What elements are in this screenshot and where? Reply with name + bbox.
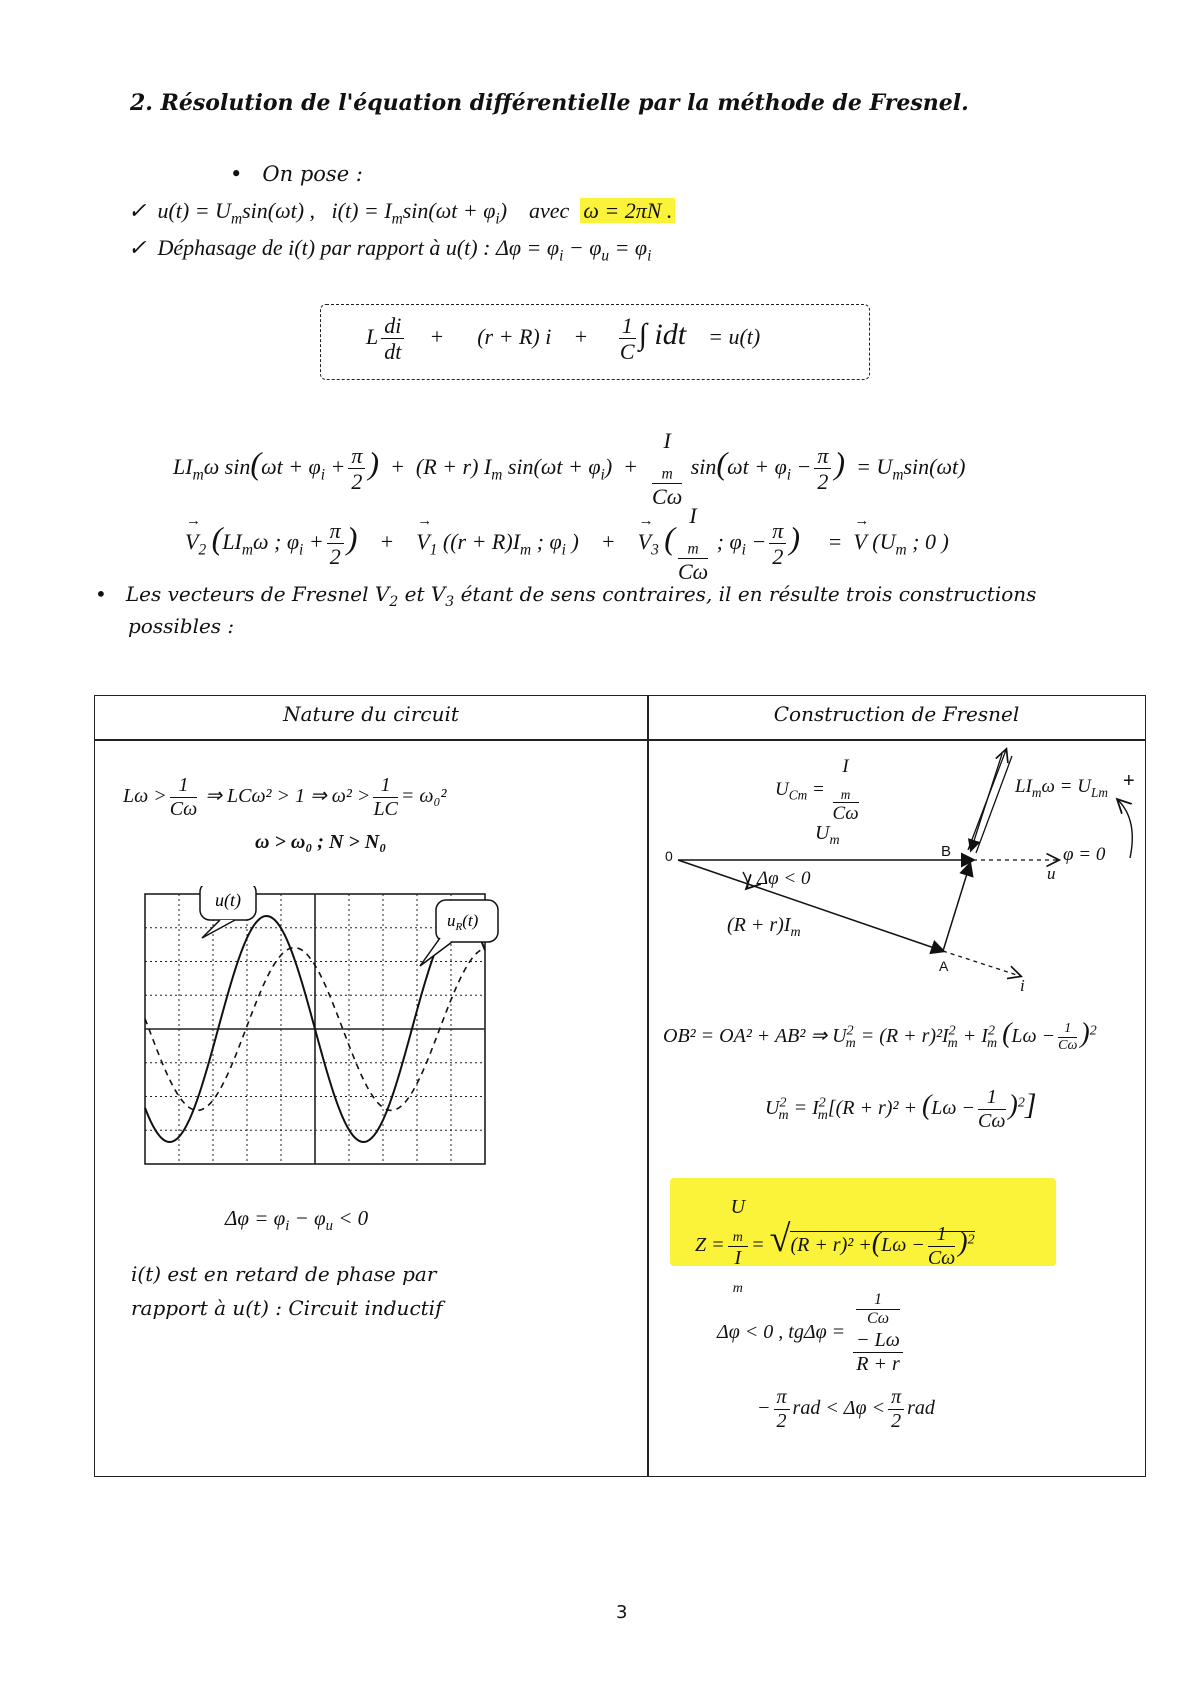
exp-t3b: ωt + φ [727,453,787,479]
label-UCm-Im: I [842,756,849,777]
eq-rhs: = u(t) [708,323,761,349]
exp-pi-1: π [348,443,365,469]
retard-line-2: rapport à u(t) : Circuit inductif [131,1296,443,1320]
exp-t2b: sin(ωt + φ [502,453,601,479]
expanded-equation: $LI_m\omega$ $\sin(\omega t + \varphi_i$ + $\frac{\pi}{2}$ ) + (R + r) $I_m$ $\sin(\omega t + \varphi_i)$ + I $_m$ Cω $\sin(\omega t + \varphi_i$ − $\frac{\pi}{2}$ ) = $U_m\sin(\omega t)$ [173,428,966,510]
ob2-one: 1 [1058,1021,1077,1038]
exp-Im: I [663,428,671,453]
on-pose-bullet: • On pose : [230,162,363,186]
dephasage-eq-b: − φ [563,235,602,260]
label-UCm-eq: = [807,778,825,800]
on-pose-label: On pose : [262,162,363,186]
tg-a: Δφ < 0 , tgΔφ = [717,1320,846,1343]
label-LImw: $LI_m\omega = U_{Lm}$ [1015,776,1108,800]
bullet-text-3: possibles : [128,614,235,638]
dephasage-label: Déphasage de i(t) par rapport à u(t) : [157,235,491,260]
label-i-axis: i [1020,976,1025,995]
left-dphi-a: Δφ = φ [225,1206,286,1230]
range-pi-2: π [888,1386,904,1410]
eq-L: L [366,323,379,349]
retard-line-1: i(t) est en retard de phase par [131,1262,437,1286]
plus-rotation-label: + [1123,770,1135,792]
exp-plus-1: + [390,453,405,479]
tg-num: − Lω [856,1328,900,1351]
exp-t1d: + [325,453,346,479]
vec-V2-args: LI [222,528,242,554]
vec-V1-args: ((r + R)I [442,528,521,554]
um2-a: U [765,1097,780,1120]
exp-t1b: ω sin [203,453,251,479]
cond-one-1: 1 [170,774,197,798]
vec-eq: = [827,528,843,554]
exp-rhs2: sin(ωt) [903,453,966,479]
label-UCm-sub: Cm [788,787,808,803]
vec-V-args: (U [872,528,896,554]
vec-two-2: 2 [772,544,784,570]
u-def-rest: sin(ωt) , [242,198,316,223]
label-O: 0 [665,848,673,864]
dephasage-eq-c: = φ [609,235,648,260]
exp-t1c: ωt + φ [261,453,321,479]
ob2-d: Lω − [1011,1025,1056,1047]
LImw-vector-outline [976,756,1012,853]
eq-integral: ∫ idt [638,317,687,351]
exp-two-1: 2 [351,469,363,495]
cond-Cw: Cω [169,798,198,820]
z-Um: U [730,1196,746,1218]
z-c: (R + r)² + [790,1234,872,1257]
range-two-1: 2 [776,1410,787,1432]
differential-equation [366,313,760,365]
left-dphi-c: < 0 [332,1206,369,1230]
tg-den: R + r [856,1352,900,1375]
z-b: = [751,1234,765,1257]
eq-dt: dt [384,339,402,365]
section-title: 2. Résolution de l'équation différentielle par la méthode de Fresnel. [130,90,969,116]
avec-word: avec [529,198,570,223]
ob2-c: + I [957,1025,988,1047]
exp-t2: (R + r) I [415,453,492,479]
label-dphi-lt0: Δφ < 0 [757,868,811,889]
check-icon: ✓ [128,198,147,223]
label-Um-text: U [815,822,830,844]
i-def-rest: sin(ωt + φ [402,198,496,223]
inductive-condition [123,774,446,821]
cond-LC: LC [373,798,398,820]
definition-line-2: ✓ Déphasage de i(t) par rapport à u(t) : $\Delta\varphi = \varphi_i - \varphi_u = \varphi_i$ [128,235,652,265]
vec-pi-2: π [769,518,786,544]
range-pi-1: π [774,1386,790,1410]
vec-Im: I [689,503,697,528]
tg-Cw: Cω [867,1310,890,1328]
ob2-a: OB² = OA² + AB² ⇒ U [663,1025,847,1047]
vec-two-1: 2 [329,544,341,570]
callout-u-pointer [202,920,235,938]
um2-sq: 2 [1017,1095,1025,1111]
z-one: 1 [928,1223,955,1247]
vec-V2: → V [185,529,198,555]
exp-rhs: = U [856,453,893,479]
eq-C: C [619,339,635,365]
impedance-formula: Z = U $_m$ I $_m$ = √(R + r)² +(Lω − $\frac{1}{C\omega}$ )$^2$ [695,1196,975,1297]
rotation-arrow [1118,800,1132,858]
callout-uR-text: $u_R(t)$ [447,911,479,933]
cond2: ⇒ LCω² > 1 ⇒ ω² > [205,785,371,808]
z-d: Lω − [881,1234,925,1257]
fresnel-table [94,695,1146,1477]
differential-equation-box [320,304,870,380]
eq-plus-2: + [573,323,589,349]
exp-two-2: 2 [817,469,829,495]
fresnel-bullet: • Les vecteurs de Fresnel $V_2$ et $V_3$ étant de sens contraires, il en résulte trois constructions [95,582,1037,610]
vec-V1-args3: ) [565,528,579,554]
i-def: i(t) = I [331,198,392,223]
label-UCm-U: U [775,778,789,800]
vec-V1-args2: ; φ [531,528,562,554]
vec-plus-2: + [600,528,616,554]
ob2-Cw: Cω [1058,1037,1078,1053]
eq-one: 1 [619,313,636,339]
label-RrIm-text: (R + r)I [727,914,791,936]
dephasage-eq-a: Δφ = φ [495,235,560,260]
bullet-text-2: étant de sens contraires, il en résulte trois constructions [454,582,1037,606]
vector-equation: → $V_2$ ($LI_m\omega$ ; $\varphi_i$ + $\frac{\pi}{2}$ ) + → $V_1$ ($(r + R)I_m$ ; $\varphi_i$ ) + → $V_3$ ( I $_m$ Cω ; $\varphi_i$ − $\frac{\pi}{2}$ ) = → V ($U_m$ ; 0 ) [185,503,949,585]
label-phi0: φ = 0 [1063,844,1106,865]
i-def-end: ) [499,198,508,223]
tangent-formula [717,1291,906,1376]
i-def-sub: m [391,210,403,228]
label-UCm: $U_{Cm}$ = I $_m$ Cω [775,756,859,824]
omega-highlight: ω = 2πN . [580,198,675,223]
range-a: − [757,1397,771,1420]
i-axis [943,951,1020,976]
label-LImw-a: LI [1015,776,1032,797]
exp-t1a: LI [173,453,193,479]
label-A: A [939,958,949,974]
u-def: u(t) = U [157,198,231,223]
exp-t2c: ) [604,453,613,479]
bullet-text-1: Les vecteurs de Fresnel V [125,582,390,606]
ob2-sq: 2 [1089,1023,1097,1039]
Um2-formula: $U^2_m = I^2_m[(R + r)^2 + (L\omega$ − $\frac{1}{C\omega}$ )$^2$] [765,1086,1037,1132]
col1-header: Nature du circuit [283,702,459,726]
z-a: Z = [695,1234,725,1257]
vec-V3: → V [638,529,651,555]
AB-vector [943,864,970,951]
ob2-b: = (R + r)²I [855,1025,949,1047]
tg-one: 1 [856,1291,900,1310]
phase-range [757,1386,935,1433]
um2-b: = I [788,1097,819,1120]
col2-header: Construction de Fresnel [773,702,1020,726]
exp-t3c: − [791,453,812,479]
eq-plus-1: + [429,323,445,349]
u-def-sub: m [230,210,243,228]
eq-di: di [381,313,404,339]
range-two-2: 2 [891,1410,902,1432]
bullet-et: et V [398,582,446,606]
check-icon: ✓ [128,235,147,260]
left-dphi-b: − φ [289,1206,326,1230]
z-Cw: Cω [927,1247,956,1270]
vec-plus-1: + [379,528,395,554]
exp-pi-2: π [814,443,831,469]
vec-Cw: Cω [677,559,709,585]
exp-t3: sin [690,453,717,479]
range-b: rad < Δφ < [792,1397,886,1420]
vec-V2-args2: ω ; φ [253,528,300,554]
label-Um: $U_m$ [815,822,840,848]
vec-V-args2: ; 0 ) [906,528,949,554]
page-number: 3 [616,1602,628,1623]
vec-V3-args: ; φ [711,528,742,554]
label-UCm-Cw: Cω [832,802,859,824]
vec-V: → V [853,529,866,555]
um2-Cw: Cω [978,1110,1006,1132]
dphi-arc [743,872,748,888]
range-c: rad [907,1397,935,1420]
RrIm-vector [678,860,943,951]
label-LImw-b: ω = U [1041,776,1091,797]
pythagoras-formula: OB² = OA² + AB² ⇒ $U^2_m = (R + r)^2I^2_m + I^2_m$ (Lω − $\frac{1}{C\omega}$ )$^2$ [663,1018,1097,1053]
exp-Cw: Cω [652,484,683,510]
vec-pi-1: π [327,518,344,544]
cond-one-2: 1 [373,774,397,798]
cond3: = ω₀² [400,785,447,808]
cond4: ω > ω₀ ; N > N₀ [255,831,387,853]
um2-c: [(R + r)² + [827,1097,917,1120]
UCm-vector [971,754,1002,850]
z-sq: 2 [967,1232,975,1248]
um2-one: 1 [978,1086,1005,1110]
definition-line-1: ✓ $u(t) = U_m\sin(\omega t)$ , $i(t) = I_m\sin(\omega t + \varphi_i)$ avec ω = 2πN . [128,198,675,228]
z-Im: I [734,1247,742,1270]
label-RrIm: $(R + r)I_m$ [727,914,801,940]
label-B: B [941,843,952,860]
label-u-axis: u [1047,864,1056,883]
oscilloscope-graph [140,886,500,1176]
um2-d: Lω − [931,1097,976,1120]
eq-resistive-term: (r + R) i [477,323,552,349]
exp-plus-2: + [623,453,639,479]
cond1: Lω > [123,785,167,808]
callout-u-text: u(t) [215,890,241,910]
left-dphi: $\Delta\varphi = \varphi_i - \varphi_u < 0$ [225,1206,369,1235]
vec-V1: → V [416,529,429,555]
